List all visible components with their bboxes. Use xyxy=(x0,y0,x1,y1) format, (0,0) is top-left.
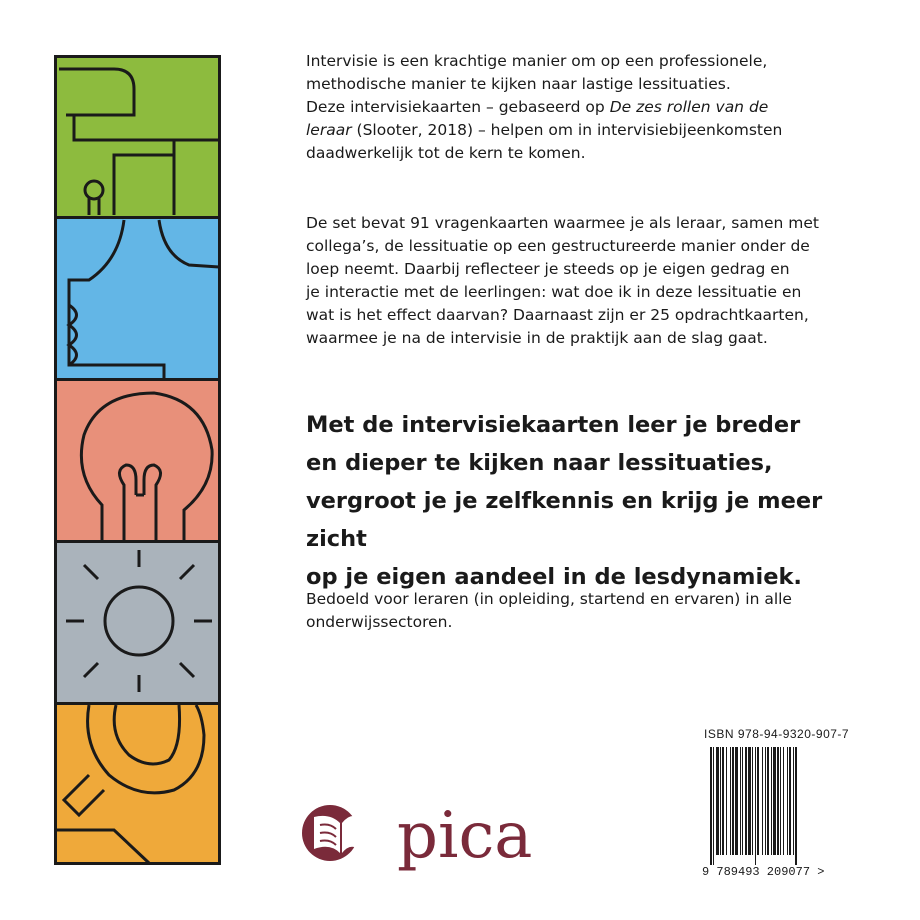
barcode-bar xyxy=(732,747,734,855)
intro-line: leraar (Slooter, 2018) – helpen om in intervisiebijeenkomsten xyxy=(306,121,783,139)
intro-paragraph xyxy=(306,50,886,165)
barcode-bar xyxy=(765,747,766,855)
set-line: collega’s, de lessituatie op een gestructureerde manier onder de xyxy=(306,237,810,255)
barcode-bar xyxy=(783,747,784,855)
barcode-bar xyxy=(795,747,797,865)
intro-line: Deze intervisiekaarten – gebaseerd op De zes rollen van de xyxy=(306,98,769,116)
barcode-bar xyxy=(752,747,753,855)
barcode-bar xyxy=(787,747,788,855)
barcode-bar xyxy=(789,747,791,855)
set-line: wat is het effect daarvan? Daarnaast zijn er 25 opdrachtkaarten, xyxy=(306,306,809,324)
barcode-bar xyxy=(780,747,781,855)
barcode-digits: 9 789493 209077 > xyxy=(702,865,825,879)
set-paragraph xyxy=(306,212,886,350)
barcode-bar xyxy=(740,747,741,855)
intro-line: daadwerkelijk tot de kern te komen. xyxy=(306,144,586,162)
barcode-bar xyxy=(793,747,794,855)
barcode-bar xyxy=(748,747,751,855)
barcode-bar xyxy=(716,747,719,855)
audience-line: Bedoeld voor leraren (in opleiding, startend en ervaren) in alle xyxy=(306,590,792,608)
barcode-bar xyxy=(745,747,747,855)
illustrated-strip xyxy=(54,55,221,865)
magnifier-icon xyxy=(56,704,220,864)
barcode-bar xyxy=(771,747,772,855)
barcode xyxy=(700,745,875,880)
highlight-statement xyxy=(306,406,886,596)
intro-line: Intervisie is een krachtige manier om op een professionele, xyxy=(306,52,768,70)
audience-paragraph xyxy=(306,588,886,634)
publisher-name: pica xyxy=(397,799,533,873)
book-title: leraar xyxy=(306,121,352,139)
barcode-bar xyxy=(720,747,721,855)
barcode-bar xyxy=(773,747,776,855)
door-handle-icon xyxy=(56,57,220,218)
barcode-bar xyxy=(710,747,712,865)
set-line: waarmee je na de intervisie in de praktijk aan de slag gaat. xyxy=(306,329,768,347)
barcode-bar xyxy=(735,747,738,855)
audience-line: onderwijssectoren. xyxy=(306,613,453,631)
barcode-bar xyxy=(722,747,724,855)
highlight-line: op je eigen aandeel in de lesdynamiek. xyxy=(306,564,802,590)
barcode-bar xyxy=(726,747,727,855)
barcode-bar xyxy=(757,747,759,855)
intro-line: methodische manier te kijken naar lastige lessituaties. xyxy=(306,75,731,93)
sun-icon xyxy=(56,542,220,704)
light-bulb-icon xyxy=(56,380,220,542)
highlight-line: vergroot je je zelfkennis en krijg je meer zicht xyxy=(306,488,823,552)
isbn-label: ISBN 978-94-9320-907-7 xyxy=(704,727,850,741)
highlight-line: Met de intervisiekaarten leer je breder xyxy=(306,412,801,438)
barcode-bar xyxy=(777,747,779,855)
barcode-bar xyxy=(713,747,714,865)
barcode-bar xyxy=(762,747,763,855)
set-line: De set bevat 91 vragenkaarten waarmee je als leraar, samen met xyxy=(306,214,819,232)
barcode-bar xyxy=(730,747,731,855)
book-title: De zes rollen van de xyxy=(609,98,769,116)
set-line: je interactie met de leerlingen: wat doe ik in deze lessituatie en xyxy=(306,283,802,301)
pica-logo-icon xyxy=(300,795,400,875)
highlight-line: en dieper te kijken naar lessituaties, xyxy=(306,450,773,476)
set-line: loep neemt. Daarbij reflecteer je steeds op je eigen gedrag en xyxy=(306,260,790,278)
thumbs-up-icon xyxy=(56,218,220,381)
barcode-bar xyxy=(742,747,743,855)
barcode-bar xyxy=(767,747,769,855)
barcode-bar xyxy=(755,747,756,865)
